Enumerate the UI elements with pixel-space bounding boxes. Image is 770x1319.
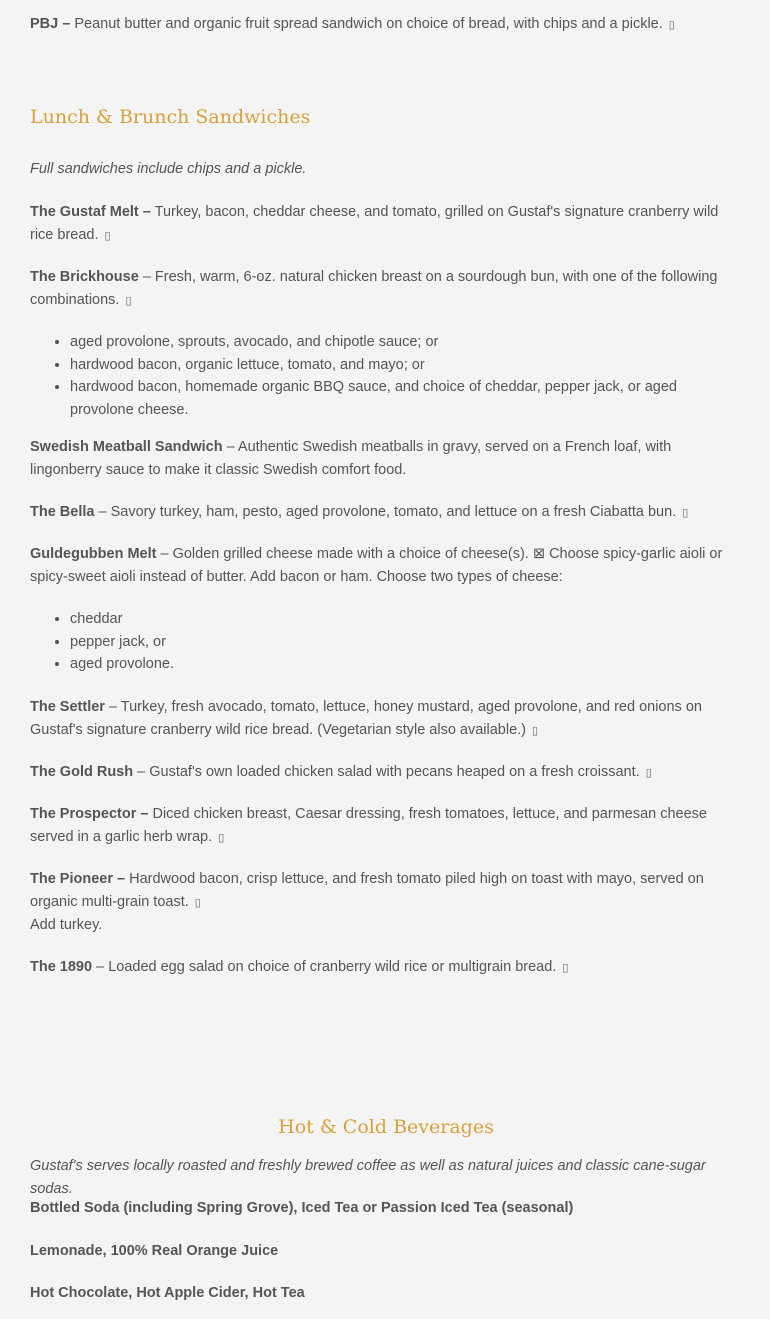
menu-item-guldegubben-melt (30, 543, 742, 588)
menu-item-gold-rush (30, 761, 742, 785)
item-name: Bottled Soda (including Spring Grove), Iced Tea or Passion Iced Tea (seasonal) (30, 1200, 574, 1216)
brickhouse-options-list (30, 331, 742, 421)
missing-glyph-icon: ▯ (682, 507, 689, 519)
item-name: The Pioneer – (30, 871, 126, 887)
item-description: – Golden grilled cheese made with a choice of cheese(s). (160, 546, 529, 562)
item-description: Diced chicken breast, Caesar dressing, fresh tomatoes, lettuce, and parmesan cheese served in a garlic herb wrap. (30, 806, 707, 845)
item-name: Hot Chocolate, Hot Apple Cider, Hot Tea (30, 1285, 305, 1301)
beverage-item (30, 1282, 742, 1305)
menu-item-pbj (30, 13, 742, 37)
item-description: – Gustaf's own loaded chicken salad with pecans heaped on a fresh croissant. (137, 764, 640, 780)
item-name: The 1890 (30, 959, 93, 975)
list-item: • cheddar (70, 608, 742, 631)
item-description: Turkey, bacon, cheddar cheese, and tomato, grilled on Gustaf's signature cranberry wild rice bread. (30, 204, 719, 243)
menu-item-swedish-meatball (30, 436, 742, 481)
menu-item-brickhouse (30, 266, 742, 312)
item-description: – Fresh, warm, 6-oz. natural chicken breast on a sourdough bun, with one of the following combinations. (30, 269, 718, 308)
item-description: Peanut butter and organic fruit spread sandwich on choice of bread, with chips and a pickle. (74, 16, 663, 32)
list-item: • pepper jack, or (70, 631, 742, 654)
list-item: • aged provolone. (70, 653, 742, 676)
item-name: The Gustaf Melt – (30, 204, 151, 220)
menu-item-1890 (30, 956, 742, 980)
item-description: – Authentic Swedish meatballs in gravy, served on a French loaf, with lingonberry sauce to make it classic Swedish comfort food. (30, 439, 672, 478)
boxed-x-icon: ⊠ (532, 546, 546, 562)
list-item: • hardwood bacon, homemade organic BBQ sauce, and choice of cheddar, pepper jack, or aged provolone cheese. (70, 376, 742, 421)
list-item: • aged provolone, sprouts, avocado, and chipotle sauce; or (70, 331, 742, 354)
item-description: – Turkey, fresh avocado, tomato, lettuce, honey mustard, aged provolone, and red onions on Gustaf's signature cranberry wild rice bread. (Vegetarian style also available.) (30, 699, 702, 738)
missing-glyph-icon: ▯ (218, 831, 225, 844)
item-name: The Brickhouse (30, 269, 139, 285)
menu-item-bella (30, 501, 742, 525)
section-intro-beverages: Gustaf's serves locally roasted and freshly brewed coffee as well as natural juices and classic cane-sugar sodas. (30, 1158, 706, 1197)
missing-glyph-icon: ▯ (645, 767, 652, 779)
beverage-item (30, 1240, 742, 1263)
item-name: The Bella (30, 504, 95, 520)
missing-glyph-icon: ▯ (562, 962, 569, 974)
section-heading-beverages: Hot & Cold Beverages (278, 1116, 494, 1138)
menu-item-gustaf-melt (30, 201, 742, 247)
menu-item-pioneer (30, 868, 742, 937)
item-name: PBJ – (30, 16, 71, 32)
section-intro-lunch: Full sandwiches include chips and a pickle. (30, 161, 307, 177)
item-description: – Savory turkey, ham, pesto, aged provolone, tomato, and lettuce on a fresh Ciabatta bun. (98, 504, 677, 520)
beverage-item (30, 1197, 742, 1220)
item-name: Swedish Meatball Sandwich (30, 439, 223, 455)
missing-glyph-icon: ▯ (194, 896, 201, 909)
missing-glyph-icon: ▯ (668, 19, 675, 31)
missing-glyph-icon: ▯ (104, 229, 111, 242)
item-description: Hardwood bacon, crisp lettuce, and fresh tomato piled high on toast with mayo, served on organic multi-grain toast. (30, 871, 704, 910)
item-name: Lemonade, 100% Real Orange Juice (30, 1243, 279, 1259)
item-name: The Settler (30, 699, 105, 715)
menu-item-settler (30, 696, 742, 742)
item-name: The Gold Rush (30, 764, 134, 780)
menu-item-prospector (30, 803, 742, 849)
missing-glyph-icon: ▯ (532, 724, 539, 737)
item-description: – Loaded egg salad on choice of cranberry wild rice or multigrain bread. (96, 959, 557, 975)
item-addon: Add turkey. (30, 917, 103, 933)
section-heading-lunch: Lunch & Brunch Sandwiches (30, 106, 311, 128)
list-item: • hardwood bacon, organic lettuce, tomato, and mayo; or (70, 354, 742, 377)
item-description-continued: Choose spicy-garlic aioli or spicy-sweet aioli instead of butter. Add bacon or ham. Choose two types of cheese: (30, 546, 723, 585)
item-name: Guldegubben Melt (30, 546, 157, 562)
cheese-options-list (30, 608, 742, 676)
item-name: The Prospector – (30, 806, 149, 822)
missing-glyph-icon: ▯ (125, 294, 132, 307)
